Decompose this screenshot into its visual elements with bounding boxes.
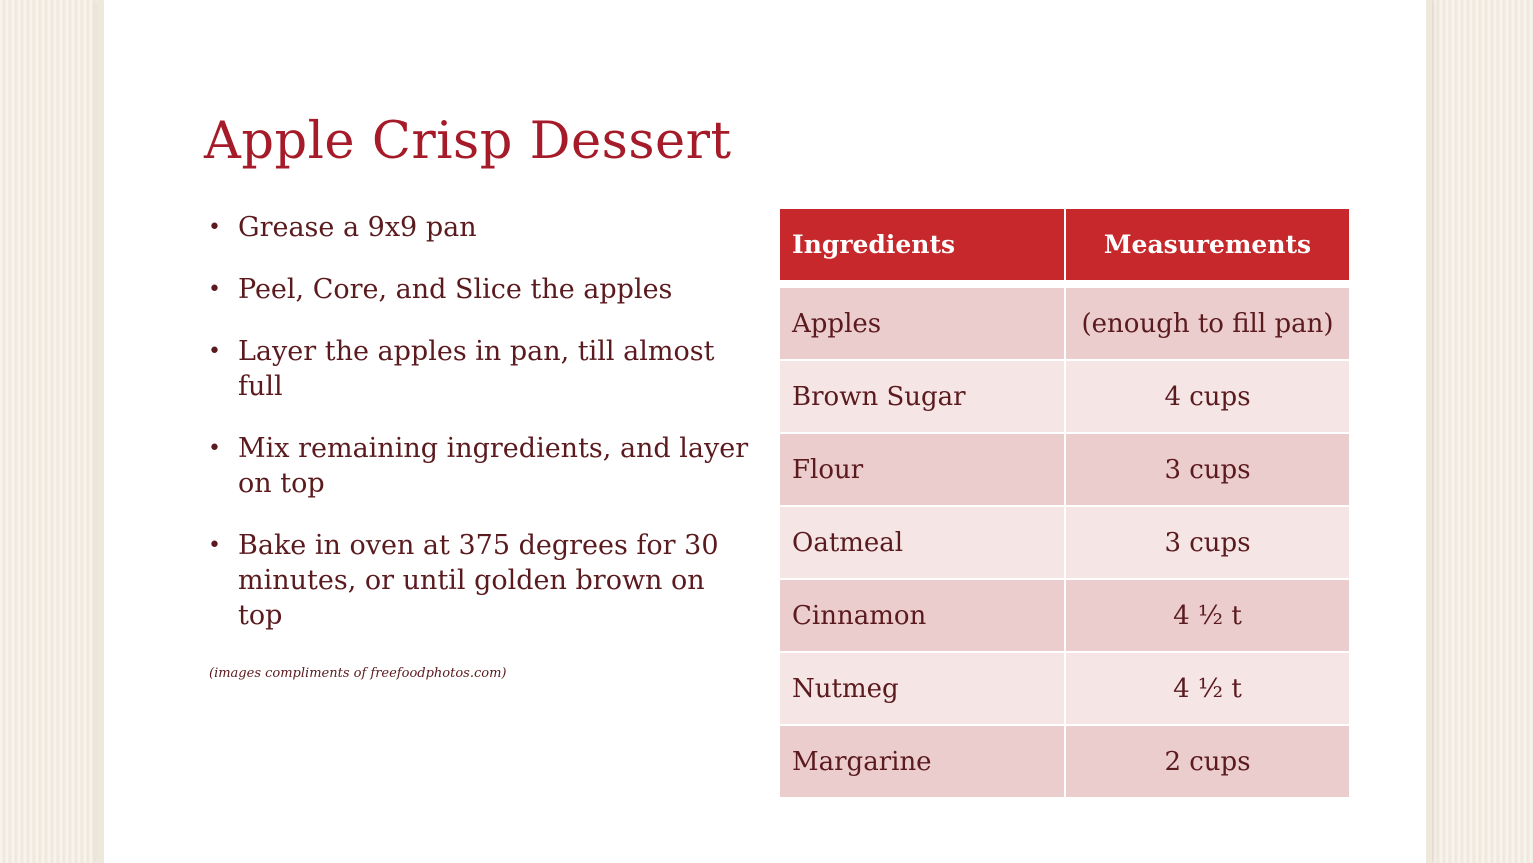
ingredient-cell: Cinnamon <box>779 579 1065 652</box>
bullet-icon: • <box>208 533 221 558</box>
step-item <box>208 334 753 404</box>
step-item <box>208 210 753 245</box>
ingredients-table <box>778 207 1351 799</box>
ingredient-cell: Brown Sugar <box>779 360 1065 433</box>
table-row <box>779 506 1350 579</box>
bullet-icon: • <box>208 277 221 302</box>
table-row <box>779 287 1350 360</box>
measurement-cell: 3 cups <box>1065 506 1350 579</box>
measurement-cell: 3 cups <box>1065 433 1350 506</box>
image-credit: (images compliments of freefoodphotos.com) <box>209 666 507 681</box>
ingredient-cell: Margarine <box>779 725 1065 798</box>
table-row <box>779 433 1350 506</box>
ingredient-cell: Flour <box>779 433 1065 506</box>
slide-border-left <box>98 0 104 863</box>
table-row <box>779 725 1350 798</box>
measurement-cell: 4 ½ t <box>1065 652 1350 725</box>
header-measurements: Measurements <box>1065 208 1350 281</box>
step-item <box>208 528 753 633</box>
table-header-row <box>779 208 1350 281</box>
step-text: Peel, Core, and Slice the apples <box>238 274 673 305</box>
table-row <box>779 579 1350 652</box>
step-item <box>208 431 753 501</box>
steps-list <box>208 210 753 660</box>
slide-border-right <box>1426 0 1432 863</box>
bullet-icon: • <box>208 339 221 364</box>
ingredient-cell: Nutmeg <box>779 652 1065 725</box>
header-ingredients: Ingredients <box>779 208 1065 281</box>
table-row <box>779 360 1350 433</box>
measurement-cell: 4 cups <box>1065 360 1350 433</box>
measurement-cell: 2 cups <box>1065 725 1350 798</box>
ingredient-cell: Apples <box>779 287 1065 360</box>
step-text: Layer the apples in pan, till almost full <box>238 336 715 402</box>
slide-title: Apple Crisp Dessert <box>204 112 732 171</box>
step-text: Bake in oven at 375 degrees for 30 minutes, or until golden brown on top <box>238 530 719 631</box>
bullet-icon: • <box>208 215 221 240</box>
step-text: Mix remaining ingredients, and layer on top <box>238 433 749 499</box>
measurement-cell: 4 ½ t <box>1065 579 1350 652</box>
table-row <box>779 652 1350 725</box>
bullet-icon: • <box>208 436 221 461</box>
step-text: Grease a 9x9 pan <box>238 212 477 243</box>
measurement-cell: (enough to fill pan) <box>1065 287 1350 360</box>
step-item <box>208 272 753 307</box>
ingredient-cell: Oatmeal <box>779 506 1065 579</box>
